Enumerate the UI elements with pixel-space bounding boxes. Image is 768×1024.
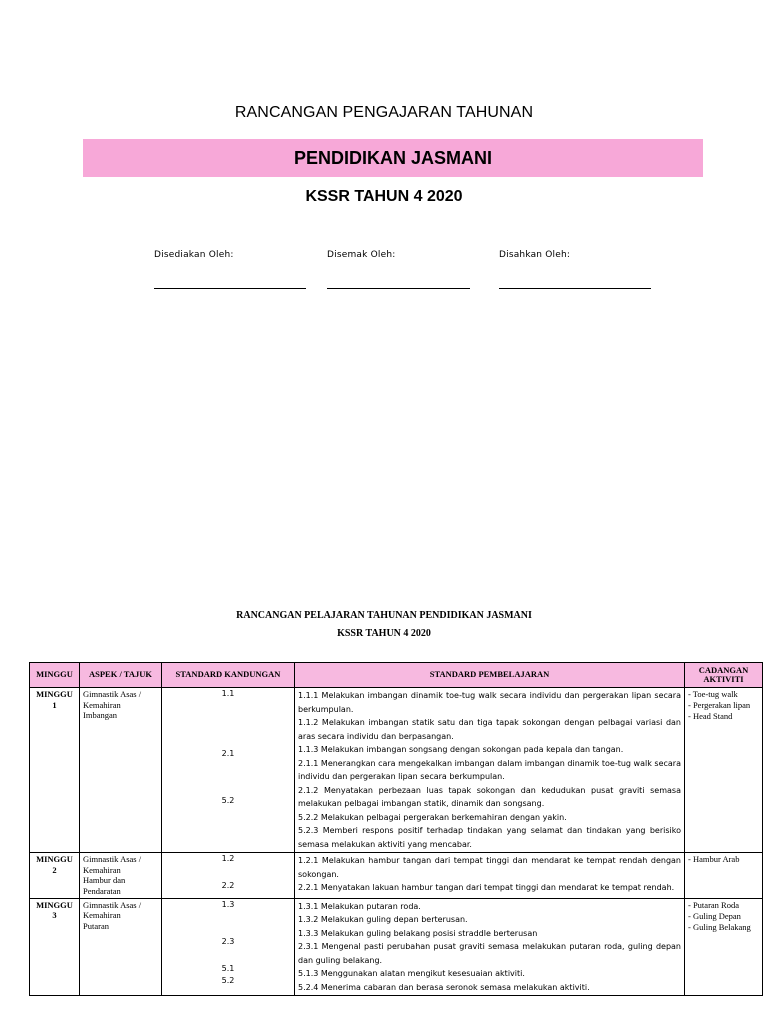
content-standard-code: 1.2 <box>221 854 235 863</box>
aspect-line: Kemahiran <box>83 699 121 710</box>
aspect-line: Kemahiran <box>83 910 121 921</box>
content-standard-code: 5.2 <box>221 796 235 805</box>
table-row <box>30 853 763 899</box>
aspect-line: Hambur dan <box>83 875 126 886</box>
signature-reviewed <box>327 250 470 260</box>
learning-standard-item: 2.1.1 Menerangkan cara mengekalkan imbangan dalam imbangan dinamik toe-tug walk secara individu dan pergerakan lipan secara berkumpulan. <box>298 758 681 781</box>
column-header: STANDARD PEMBELAJARAN <box>295 663 685 688</box>
learning-standard-item: 5.2.2 Melakukan pelbagai pergerakan berkemahiran dengan yakin. <box>298 812 567 822</box>
kssr-year-title: KSSR TAHUN 4 2020 <box>305 188 463 205</box>
subject-title: PENDIDIKAN JASMANI <box>293 148 493 168</box>
week-cell: MINGGU 3 <box>30 898 80 996</box>
signature-line <box>327 288 470 289</box>
learning-standard-item: 1.3.2 Melakukan guling depan berterusan. <box>298 915 468 924</box>
learning-standard-item: 5.2.4 Menerima cabaran dan berasa seronok semasa melakukan aktiviti. <box>298 982 590 992</box>
week-cell: MINGGU 2 <box>30 853 80 899</box>
signature-label: Disediakan Oleh: <box>154 250 234 260</box>
column-header: ASPEK / TAJUK <box>80 663 162 688</box>
aspect-line: Kemahiran <box>83 864 121 875</box>
learning-standard-item: 1.3.3 Melakukan guling belakang posisi straddle berterusan <box>298 928 538 938</box>
content-standard-code: 2.3 <box>221 937 235 946</box>
document-title: RANCANGAN PENGAJARAN TAHUNAN <box>234 104 534 121</box>
aspect-line: Gimnastik Asas / <box>83 689 142 699</box>
content-standard-code: 2.2 <box>221 880 235 890</box>
activity-cell <box>685 853 763 899</box>
aspect-cell <box>80 688 162 853</box>
signature-prepared <box>154 250 306 260</box>
learning-standard-item: 1.1.1 Melakukan imbangan dinamik toe-tug walk secara individu dan pergerakan lipan secara berkumpulan. <box>298 691 681 714</box>
aspect-line: Gimnastik Asas / <box>83 854 142 864</box>
plan-table <box>29 662 763 996</box>
activity-item: - Guling Depan <box>688 910 741 921</box>
content-standard-code: 1.3 <box>221 899 235 909</box>
activity-item: - Head Stand <box>688 711 733 721</box>
table-row <box>30 688 763 853</box>
column-header: STANDARD KANDUNGAN <box>162 663 295 688</box>
learning-standard-item: 2.1.2 Menyatakan perbezaan luas tapak sokongan dan kedudukan pusat graviti semasa melakukan pelbagai imbangan statik, dinamik dan songsang. <box>298 785 681 808</box>
activity-item: - Pergerakan lipan <box>688 700 751 710</box>
learning-standard-item: 2.2.1 Menyatakan lakuan hambur tangan dari tempat tinggi dan mendarat ke tempat rendah. <box>298 883 675 892</box>
learning-standard-item: 2.3.1 Mengenal pasti perubahan pusat graviti semasa melakukan putaran roda, guling depan dan guling belakang. <box>298 942 681 965</box>
learning-standard-item: 5.2.3 Memberi respons positif terhadap tindakan yang selamat dan tindakan yang berisiko semasa melakukan aktiviti yang mencabar. <box>298 826 681 849</box>
activity-item: - Guling Belakang <box>688 921 751 932</box>
content-standard-cell <box>162 688 295 853</box>
aspect-cell <box>80 853 162 899</box>
content-standard-cell <box>162 853 295 899</box>
learning-standard-item: 1.2.1 Melakukan hambur tangan dari tempat tinggi dan mendarat ke tempat rendah dengan sokongan. <box>298 856 681 879</box>
content-standard-code: 5.2 <box>221 976 235 985</box>
learning-standard-item: 1.1.2 Melakukan imbangan statik satu dan tiga tapak sokongan dengan pelbagai variasi dan aras secara individu dan berpasangan. <box>298 718 681 741</box>
content-standard-code: 1.1 <box>221 689 235 698</box>
content-standard-code: 5.1 <box>221 963 235 973</box>
activity-item: - Hambur Arab <box>688 854 740 864</box>
signature-approved <box>499 250 651 260</box>
content-standard-code: 2.1 <box>221 748 235 758</box>
column-header: MINGGU <box>30 663 80 688</box>
learning-standard-item: 1.1.3 Melakukan imbangan songsang dengan sokongan pada kepala dan tangan. <box>298 745 624 754</box>
learning-standard-cell <box>295 898 685 996</box>
activity-cell <box>685 688 763 853</box>
activity-item: - Toe-tug walk <box>688 689 738 699</box>
signature-label: Disahkan Oleh: <box>499 250 571 260</box>
section-title: RANCANGAN PELAJARAN TAHUNAN PENDIDIKAN JASMANI <box>236 610 532 621</box>
signature-label: Disemak Oleh: <box>327 250 396 260</box>
learning-standard-item: 1.3.1 Melakukan putaran roda. <box>298 901 421 911</box>
signature-line <box>499 288 651 289</box>
learning-standard-cell <box>295 688 685 853</box>
section-subtitle: KSSR TAHUN 4 2020 <box>337 628 431 639</box>
aspect-cell <box>80 898 162 996</box>
activity-cell <box>685 898 763 996</box>
learning-standard-item: 5.1.3 Menggunakan alatan mengikut kesesuaian aktiviti. <box>298 969 525 978</box>
content-standard-cell <box>162 898 295 996</box>
subject-banner <box>83 139 703 177</box>
aspect-line: Imbangan <box>83 710 117 721</box>
activity-item: - Putaran Roda <box>688 899 739 910</box>
signature-line <box>154 288 306 289</box>
aspect-line: Pendaratan <box>83 885 121 896</box>
table-header-row <box>30 663 763 688</box>
aspect-line: Putaran <box>83 920 109 931</box>
week-cell: MINGGU 1 <box>30 688 80 853</box>
column-header: CADANGAN AKTIVITI <box>685 663 763 688</box>
aspect-line: Gimnastik Asas / <box>83 899 142 910</box>
table-row <box>30 898 763 996</box>
learning-standard-cell <box>295 853 685 899</box>
